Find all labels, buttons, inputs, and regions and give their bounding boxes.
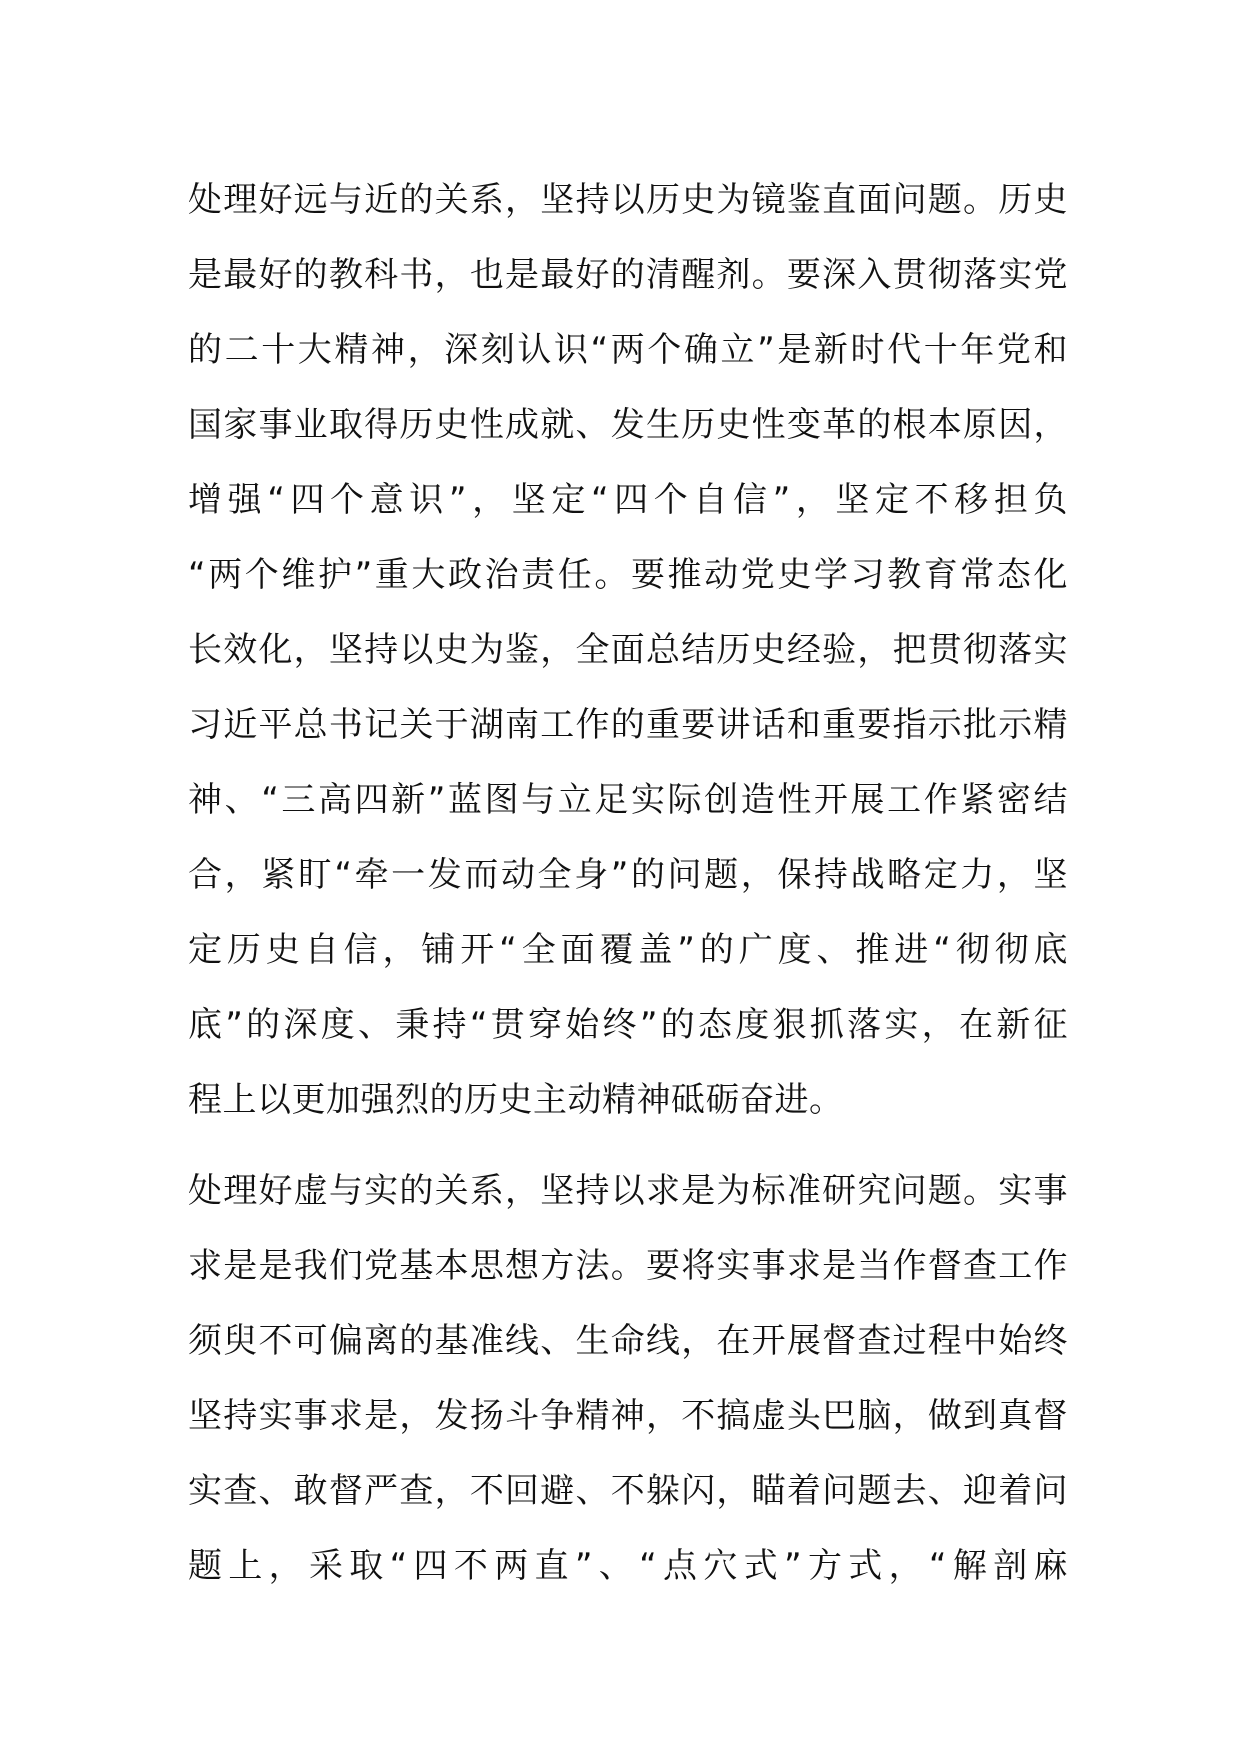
- text-line: 底”的深度、秉持“贯穿始终”的态度狠抓落实，在新征: [188, 1005, 1068, 1045]
- text-line: 定历史自信，铺开“全面覆盖”的广度、推进“彻彻底: [188, 930, 1068, 970]
- text-line: 求是是我们党基本思想方法。要将实事求是当作督查工作: [188, 1246, 1068, 1286]
- text-line: 坚持实事求是，发扬斗争精神，不搞虚头巴脑，做到真督: [188, 1396, 1068, 1436]
- text-line: 程上以更加强烈的历史主动精神砥砺奋进。: [188, 1080, 844, 1120]
- text-line: 的二十大精神，深刻认识“两个确立”是新时代十年党和: [188, 330, 1068, 370]
- text-line: 处理好远与近的关系，坚持以历史为镜鉴直面问题。历史: [188, 180, 1068, 220]
- text-line: 实查、敢督严查，不回避、不躲闪，瞄着问题去、迎着问: [188, 1471, 1068, 1511]
- paragraph-history: [188, 163, 1068, 1138]
- text-line: 增强“四个意识”，坚定“四个自信”，坚定不移担负: [188, 480, 1068, 520]
- text-line: 处理好虚与实的关系，坚持以求是为标准研究问题。实事: [188, 1171, 1068, 1211]
- text-line: 神、“三高四新”蓝图与立足实际创造性开展工作紧密结: [188, 780, 1068, 820]
- text-line: 长效化，坚持以史为鉴，全面总结历史经验，把贯彻落实: [188, 630, 1068, 670]
- paragraph-truth: [188, 1154, 1068, 1604]
- text-line: 是最好的教科书，也是最好的清醒剂。要深入贯彻落实党: [188, 255, 1068, 295]
- text-line: 合，紧盯“牵一发而动全身”的问题，保持战略定力，坚: [188, 855, 1068, 895]
- text-line: 题上，采取“四不两直”、“点穴式”方式，“解剖麻: [188, 1546, 1068, 1586]
- text-line: “两个维护”重大政治责任。要推动党史学习教育常态化: [188, 555, 1068, 595]
- text-line: 国家事业取得历史性成就、发生历史性变革的根本原因，: [188, 405, 1068, 445]
- text-line: 习近平总书记关于湖南工作的重要讲话和重要指示批示精: [188, 705, 1068, 745]
- text-line: 须臾不可偏离的基准线、生命线，在开展督查过程中始终: [188, 1321, 1068, 1361]
